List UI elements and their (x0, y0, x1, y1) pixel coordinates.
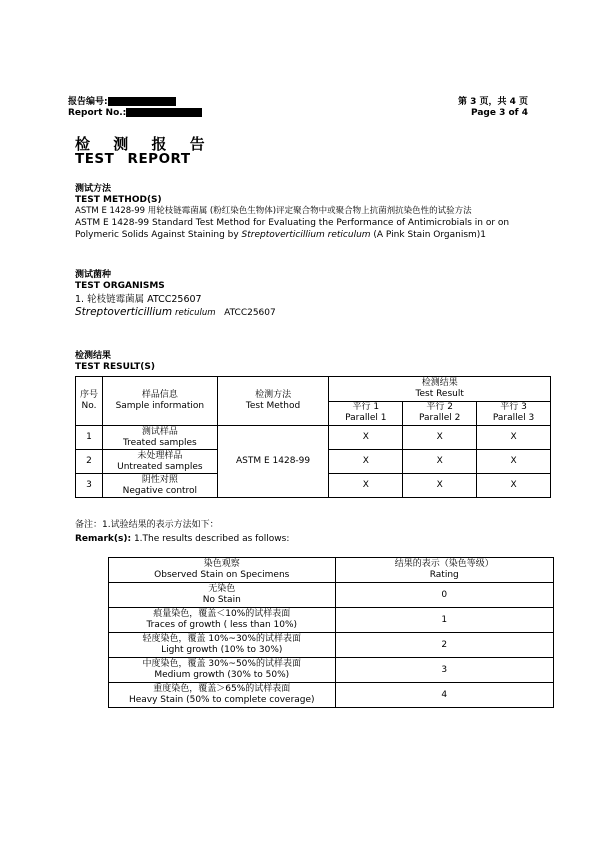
col-header-parallel-1: 平行 1 Parallel 1 (329, 401, 403, 426)
organism-line-en (75, 307, 276, 319)
test-organisms-section (75, 270, 276, 319)
test-method-heading-en: TEST METHOD(S) (75, 195, 162, 205)
organism-genus: Streptoverticillium (75, 306, 173, 318)
row-no: 2 (76, 450, 103, 474)
page-number-en: Page 3 of 4 (471, 108, 528, 118)
test-results-table (75, 376, 551, 498)
legend-col-rating: 结果的表示（染色等级） Rating (335, 558, 553, 583)
test-method-line-en-2: Polymeric Solids Against Staining by Streptoverticillium reticulum (A Pink Stain Organism)1 (75, 230, 487, 240)
legend-header-row (109, 558, 554, 583)
test-results-heading-en: TEST RESULT(S) (75, 362, 156, 372)
remarks-section (75, 520, 289, 545)
report-number-block (68, 97, 202, 119)
row-result-1: X (329, 450, 403, 474)
page-number-cn: 第 3 页，共 4 页 (457, 97, 528, 107)
row-result-3: X (477, 426, 551, 450)
table-header-row (76, 377, 551, 402)
legend-rating: 0 (335, 583, 553, 608)
legend-rating: 3 (335, 658, 553, 683)
col-header-parallel-3: 平行 3 Parallel 3 (477, 401, 551, 426)
organism-species: reticulum (175, 308, 216, 318)
col-header-parallel-2: 平行 2 Parallel 2 (403, 401, 477, 426)
organism-line-cn: 1. 轮枝链霉菌属 ATCC25607 (75, 294, 202, 305)
row-result-3: X (477, 450, 551, 474)
col-header-result: 检测结果 Test Result (329, 377, 551, 402)
page-number-block (458, 97, 528, 119)
legend-stain: 痕量染色，覆盖＜10%的试样表面 Traces of growth ( less than 10%) (109, 608, 336, 633)
legend-stain: 轻度染色，覆盖 10%~30%的试样表面 Light growth (10% to 30%) (109, 633, 336, 658)
report-title-en: TEST REPORT (75, 151, 191, 167)
legend-stain: 重度染色，覆盖＞65%的试样表面 Heavy Stain (50% to complete coverage) (109, 683, 336, 708)
row-result-3: X (477, 474, 551, 498)
test-results-heading-cn: 检测结果 (75, 351, 112, 361)
legend-stain: 无染色 No Stain (109, 583, 336, 608)
row-result-2: X (403, 450, 477, 474)
row-sample: 阴性对照 Negative control (102, 474, 217, 498)
legend-row (109, 608, 554, 633)
legend-stain: 中度染色，覆盖 30%~50%的试样表面 Medium growth (30% to 50%) (109, 658, 336, 683)
test-method-heading-cn: 测试方法 (75, 184, 112, 194)
legend-rating: 1 (335, 608, 553, 633)
report-title-cn: 检 测 报 告 (75, 135, 214, 153)
test-organisms-heading-cn: 测试菌种 (75, 270, 112, 280)
test-results-heading (75, 351, 155, 373)
row-result-1: X (329, 474, 403, 498)
row-no: 3 (76, 474, 103, 498)
row-sample: 未处理样品 Untreated samples (102, 450, 217, 474)
row-sample: 测试样品 Treated samples (102, 426, 217, 450)
remarks-en: Remark(s): 1.The results described as follows: (75, 534, 290, 544)
redaction-bar (108, 97, 176, 106)
legend-row (109, 658, 554, 683)
col-header-method: 检测方法 Test Method (217, 377, 329, 426)
legend-row (109, 683, 554, 708)
table-row (76, 426, 551, 450)
legend-row (109, 583, 554, 608)
legend-col-stain: 染色观察 Observed Stain on Specimens (109, 558, 336, 583)
rating-legend-table (108, 557, 554, 708)
organism-atcc: ATCC25607 (224, 308, 276, 318)
row-method: ASTM E 1428-99 (217, 426, 329, 498)
test-organisms-heading-en: TEST ORGANISMS (75, 281, 165, 291)
row-result-2: X (403, 474, 477, 498)
remarks-cn: 备注：1.试验结果的表示方法如下： (75, 520, 219, 530)
test-method-line-en: ASTM E 1428-99 Standard Test Method for Evaluating the Performance of Antimicrobials in or on (75, 218, 510, 228)
redaction-bar (126, 108, 202, 117)
test-method-section (75, 184, 509, 241)
legend-rating: 4 (335, 683, 553, 708)
report-number-label-cn: 报告编号: (68, 97, 108, 107)
col-header-sample: 样品信息 Sample information (102, 377, 217, 426)
col-header-no: 序号 No. (76, 377, 103, 426)
legend-row (109, 633, 554, 658)
report-number-label-en: Report No.: (68, 108, 127, 118)
legend-rating: 2 (335, 633, 553, 658)
row-result-1: X (329, 426, 403, 450)
row-result-2: X (403, 426, 477, 450)
test-method-line-cn: ASTM E 1428-99 用轮枝链霉菌属 (粉红染色生物体)评定聚合物中或聚合物上抗菌剂抗染色性的试验方法 (75, 206, 472, 216)
row-no: 1 (76, 426, 103, 450)
